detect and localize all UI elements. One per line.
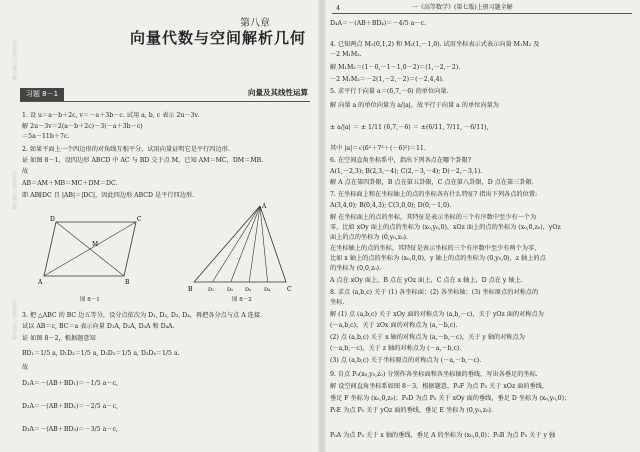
text-line: (－a,b,－c)，关于 z 轴的对称点为 (－a,－b,c). (330, 345, 462, 352)
text-line: 垂足 F 坐标为 (x₀,0,z₀)；P₀D 为点 P₀ 关于 xOy 面的垂线，垂足 D 坐标为 (x₀,y₀,0)； (330, 395, 571, 402)
section-title: 向量及其线性运算 (248, 88, 308, 97)
svg-text:B: B (188, 286, 193, 293)
text-line: ＝5a－11b＋7c. (22, 133, 70, 140)
text-line: 解 A 点在第四卦限，B 点在第五卦限，C 点在第八卦限，D 点在第三卦限. (330, 179, 534, 186)
text-line: D₃A＝－(AB＋BD₃)＝－3/5 a－c, (22, 426, 118, 433)
text-line: P₀A 为点 P₀ 关于 x 轴的垂线，垂足 A 的坐标为 (x₀,0,0)；P₀B 为点 P₀ 关于 y 轴 (330, 432, 556, 439)
svg-text:D₂: D₂ (227, 287, 234, 293)
text-line: (3) 点 (a,b,c) 关于坐标原点的对称点为 (－a,－b,－c). (330, 357, 482, 364)
text-line: (－a,b,c)，关于 zOx 面的对称点为 (a,－b,c). (330, 322, 458, 329)
text-line: 解 设空间直角坐标系如图 8－3，根据题意，P₀F 为点 P₀ 关于 xOz 面的垂线， (330, 383, 549, 390)
text-line: 即 AB∥DC 且 |AB|＝|DC|，因此四边形 ABCD 是平行四边形. (22, 192, 195, 199)
right-page (322, 0, 640, 452)
text-line: 2. 如果平面上一个四边形的对角线互相平分，试用向量证明它是平行四边形. (22, 146, 230, 153)
text-line: 比如 x 轴上的点的坐标为 (x₀,0,0)，y 轴上的点的坐标为 (0,y₀,0)，z 轴上的点 (330, 255, 546, 262)
text-line: 8. 求点 (a,b,c) 关于 (1) 各坐标面；(2) 各坐标轴；(3) 坐标原点的对称点的 (330, 289, 539, 296)
text-line: (2) 点 (a,b,c) 关于 x 轴的对称点为 (a,－b,－c)，关于 y 轴的对称点为 (330, 334, 525, 341)
text-line: 证 如图 8－2，根据题意知 (22, 335, 96, 342)
header-rule (332, 13, 632, 14)
section-tag: 习题 8－1 (20, 88, 64, 101)
watermark: 高等数学习题全解 (11, 170, 17, 210)
text-line: 在坐标轴上的点的坐标，其特征是表示坐标的三个有序数中至少有两个为零， (330, 245, 541, 252)
text-line: 解 M₁M₂＝(1－0,－1－1,0－2)＝(1,－2,－2). (330, 64, 461, 71)
text-line: D₁A＝－(AB＋BD₁)＝－1/5 a－c, (22, 380, 118, 387)
svg-text:C: C (137, 216, 142, 223)
text-line: 解 在坐标面上的点的坐标，其特征是表示坐标的三个有序数中至少有一个为 (330, 214, 537, 221)
text-line: ± a/|a| ＝ ± 1/11 (6,7,－6) ＝ ±(6/11, 7/11, －6/11), (330, 124, 489, 131)
text-line: D₄A＝－(AB＋BD₄)＝－4/5 a－c. (330, 20, 426, 27)
text-line: 6. 在空间直角坐标系中，指出下列各点在哪个卦限? (330, 157, 472, 164)
text-line: 5. 求平行于向量 a＝(6,7,－6) 的单位向量. (330, 88, 449, 95)
text-line: 故 (22, 168, 29, 175)
svg-text:B: B (125, 279, 130, 286)
figure-parallelogram (36, 212, 146, 292)
text-line: A(1,－2,3); B(2,3,－4); C(2,－3,－4); D(－2,－3,1). (330, 168, 483, 175)
watermark: 高等数学习题全解 (11, 300, 17, 340)
section-header (20, 88, 310, 102)
text-line: 证 如图 8－1，设四边形 ABCD 中 AC 与 BD 交于点 M，已知 AM＝MC，DM＝MB. (22, 157, 264, 164)
text-line: 的坐标为 (0,0,z₀). (330, 265, 382, 272)
text-line: 解 (1) 点 (a,b,c) 关于 xOy 面的对称点为 (a,b,－c)，关于 yOz 面的对称点为 (330, 311, 544, 318)
text-line: 试以 AB＝c, BC＝a 表示向量 D₁A, D₂A, D₃A 和 D₄A. (22, 323, 175, 330)
text-line: BD₁＝1/5 a, D₁D₂＝1/5 a, D₂D₃＝1/5 a, D₃D₄＝1/5 a. (22, 350, 180, 357)
text-line: 3. 把 △ABC 的 BC 边五等分，设分点依次为 D₁, D₂, D₃, D₄，再把各分点与点 A 连接. (22, 312, 262, 319)
svg-text:A: A (38, 279, 43, 286)
text-line: －2 M₁M₂. (330, 51, 362, 58)
text-line: P₀E 为点 P₀ 关于 yOz 面的垂线，垂足 E 坐标为 (0,y₀,z₀). (330, 407, 493, 414)
text-line: 解 向量 a 的单位向量为 a/|a|，故平行于向量 a 的单位向量为 (330, 102, 499, 109)
text-line: A 点在 xOy 面上，B 点在 yOz 面上，C 点在 x 轴上，D 点在 y 轴上. (330, 277, 523, 284)
svg-text:A: A (262, 203, 267, 210)
figure-caption: 图 8－2 (232, 297, 252, 303)
watermark: 高等数学习题全解 (11, 40, 17, 80)
text-line: 9. 自点 P₀(x₀,y₀,z₀) 分别作各坐标面和各坐标轴的垂线，写出各垂足的坐标. (330, 371, 538, 378)
figure-caption: 图 8－1 (80, 297, 100, 303)
svg-text:C: C (287, 286, 292, 293)
page-number: 4 (336, 4, 341, 12)
text-line: AB＝AM＋MB＝MC＋DM＝DC. (22, 180, 118, 187)
text-line: 故 (22, 364, 29, 371)
chapter-title: 向量代数与空间解析几何 (130, 29, 307, 47)
text-line: 面上的点的坐标为 (0,y₀,z₀). (330, 234, 408, 241)
text-line: 解 2u－3v＝2(a－b＋2c)－3(－a＋3b－c) (22, 123, 143, 130)
text-line: 7. 在坐标面上和在坐标轴上的点的坐标各有什么特征? 指出下列各点的位置: (330, 191, 538, 198)
svg-text:D: D (50, 216, 55, 223)
chapter-number: 第八章 (240, 18, 270, 29)
text-line: A(3,4,0); B(0,4,3); C(3,0,0); D(0,－1,0). (330, 202, 452, 209)
running-head: 一《高等数学》(第七版)上册习题全解 (412, 4, 513, 11)
svg-text:D₄: D₄ (264, 287, 271, 293)
svg-text:D₁: D₁ (208, 287, 215, 293)
text-line: 零，比如 xOy 面上的点的坐标为 (x₀,y₀,0)，xOz 面上的点的坐标为 (x₀,0,z₀)，yOz (330, 224, 561, 231)
text-line: 坐标. (330, 299, 345, 306)
svg-text:D₃: D₃ (245, 287, 252, 293)
text-line: 其中 |a|＝√(6²＋7²＋(－6)²)＝11. (330, 145, 426, 152)
text-line: 1. 设 u＝a－b＋2c, v＝－a＋3b－c. 试用 a, b, c 表示 2u－3v. (22, 112, 200, 119)
text-line: 4. 已知两点 M₁(0,1,2) 和 M₂(1,－1,0). 试用坐标表示式表示向量 M₁M₂ 及 (330, 41, 540, 48)
svg-text:M: M (92, 241, 99, 248)
text-line: －2 M₁M₂＝－2(1,－2,－2)＝(－2,4,4). (330, 76, 444, 83)
figure-triangle (186, 202, 296, 294)
text-line: D₂A＝－(AB＋BD₂)＝－2/5 a－c, (22, 403, 118, 410)
